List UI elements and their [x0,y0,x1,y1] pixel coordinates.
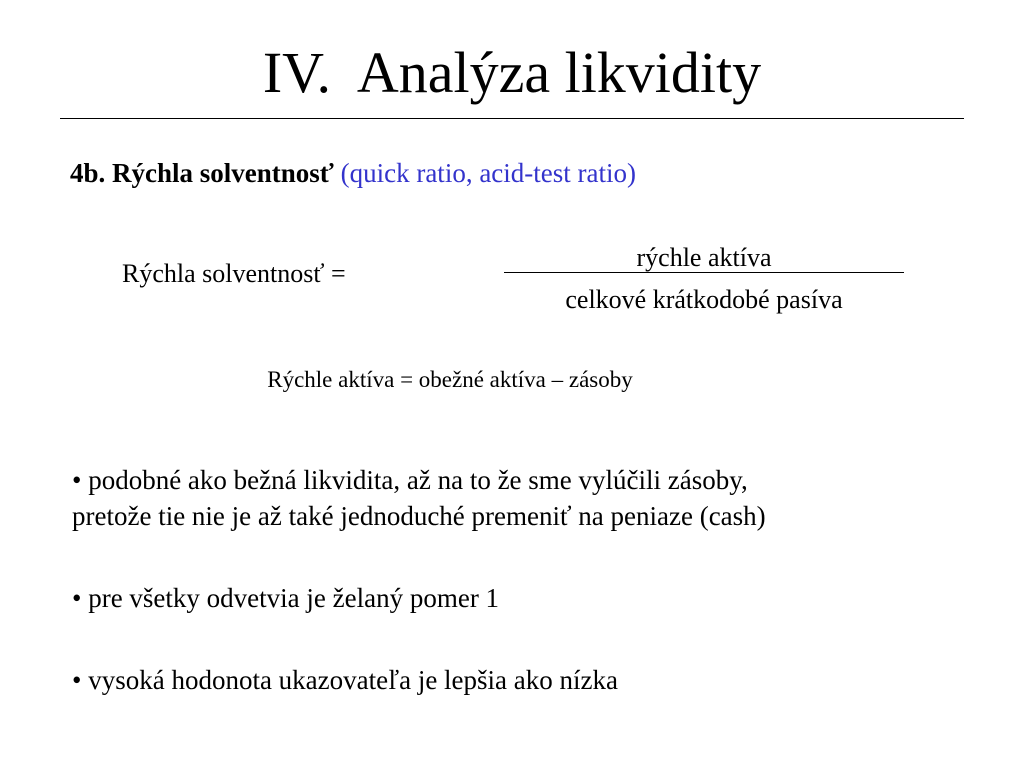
section-heading [70,156,636,190]
bullet-spacer [72,628,972,662]
formula-numerator: rýchle aktíva [636,243,772,272]
bullet-item [72,580,972,616]
bullet-item [72,662,972,698]
definition-line: Rýchle aktíva = obežné aktíva – zásoby [267,367,633,392]
bullet-spacer [72,546,972,580]
formula-denominator: celkové krátkodobé pasíva [565,285,843,314]
formula-lhs: Rýchla solventnosť = [122,259,346,288]
bullet-text-line: pretože tie nie je až také jednoduché premeniť na peniaze (cash) [72,501,766,531]
fraction-bar [504,272,904,273]
bullet-text-line: • podobné ako bežná likvidita, až na to že sme vylúčili zásoby, [72,465,748,495]
bullet-item [72,462,972,534]
slide-title: IV. Analýza likvidity [262,40,762,105]
bullet-text-line: • vysoká hodonota ukazovateľa je lepšia ako nízka [72,665,618,695]
title-divider [60,118,964,119]
bullet-list [72,462,972,710]
section-note: (quick ratio, acid-test ratio) [340,158,636,188]
bullet-text-line: • pre všetky odvetvia je želaný pomer 1 [72,583,500,613]
section-label: 4b. Rýchla solventnosť [70,158,334,188]
